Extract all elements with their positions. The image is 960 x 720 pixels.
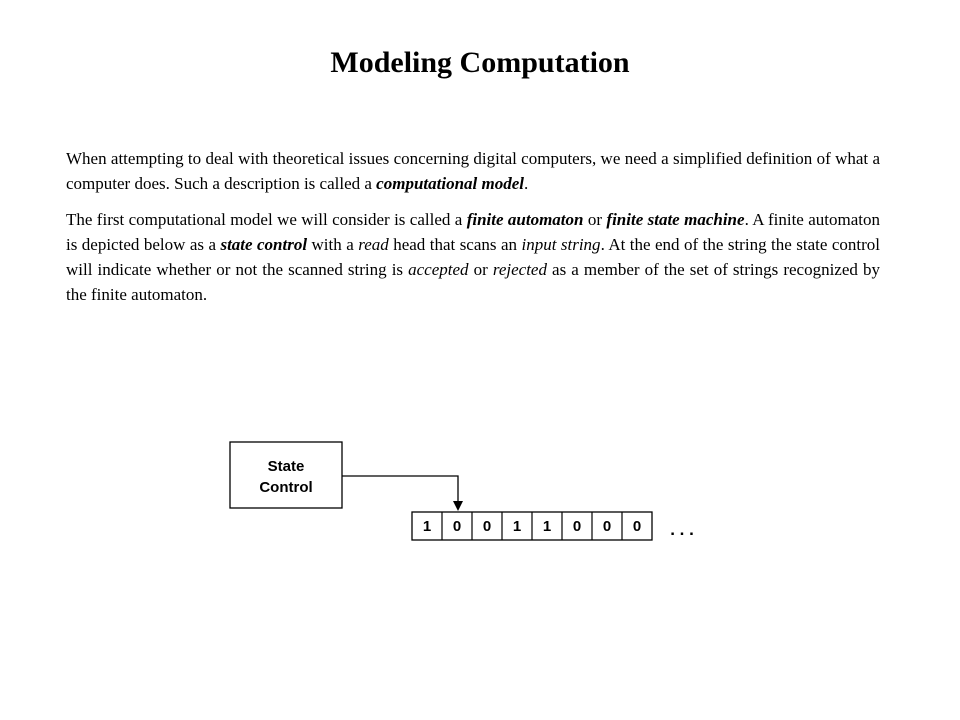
- state-control-box: [230, 442, 342, 508]
- tape-cell-symbol: 1: [422, 518, 432, 535]
- term-accepted: accepted: [408, 260, 469, 279]
- tape-cell-symbol: 0: [572, 518, 582, 535]
- term-rejected: rejected: [492, 260, 547, 279]
- read-head-connector: [342, 476, 458, 502]
- state-control-label-line1: State: [267, 458, 305, 475]
- paragraph-computational-model: When attempting to deal with theoretical issues concerning digital computers, we need a simplified definition of what a computer does. Such a description is called a computational model.: [66, 149, 880, 193]
- slide-title: Modeling Computation: [330, 46, 630, 79]
- term-finite-state-machine: finite state machine: [606, 210, 745, 229]
- term-computational-model: computational model: [376, 174, 524, 193]
- tape-ellipsis: . . .: [670, 520, 694, 539]
- term-state-control: state control: [220, 235, 308, 254]
- term-read: read: [358, 235, 389, 254]
- tape-cell-symbol: 1: [542, 518, 552, 535]
- read-head-arrowhead: [453, 501, 463, 511]
- term-input-string: input string: [521, 235, 601, 254]
- paragraph-finite-automaton: The first computational model we will consider is called a finite automaton or finite state machine. A finite automaton is depicted below as a state control with a read head that scans an input string. At the end of the string the state control will indicate whether or not the scanned string is accepted or rejected as a member of the set of strings recognized by the finite automaton.: [66, 210, 880, 304]
- tape-cell-symbol: 0: [632, 518, 642, 535]
- state-control-label-line2: Control: [259, 479, 313, 496]
- tape-cell-symbol: 0: [602, 518, 612, 535]
- finite-automaton-diagram: [210, 430, 730, 560]
- tape-cell-symbol: 0: [452, 518, 462, 535]
- tape-cell-symbol: 0: [482, 518, 492, 535]
- term-finite-automaton: finite automaton: [466, 210, 584, 229]
- tape-cell-symbol: 1: [512, 518, 522, 535]
- body-text: [66, 146, 880, 318]
- diagram-svg: [210, 430, 730, 560]
